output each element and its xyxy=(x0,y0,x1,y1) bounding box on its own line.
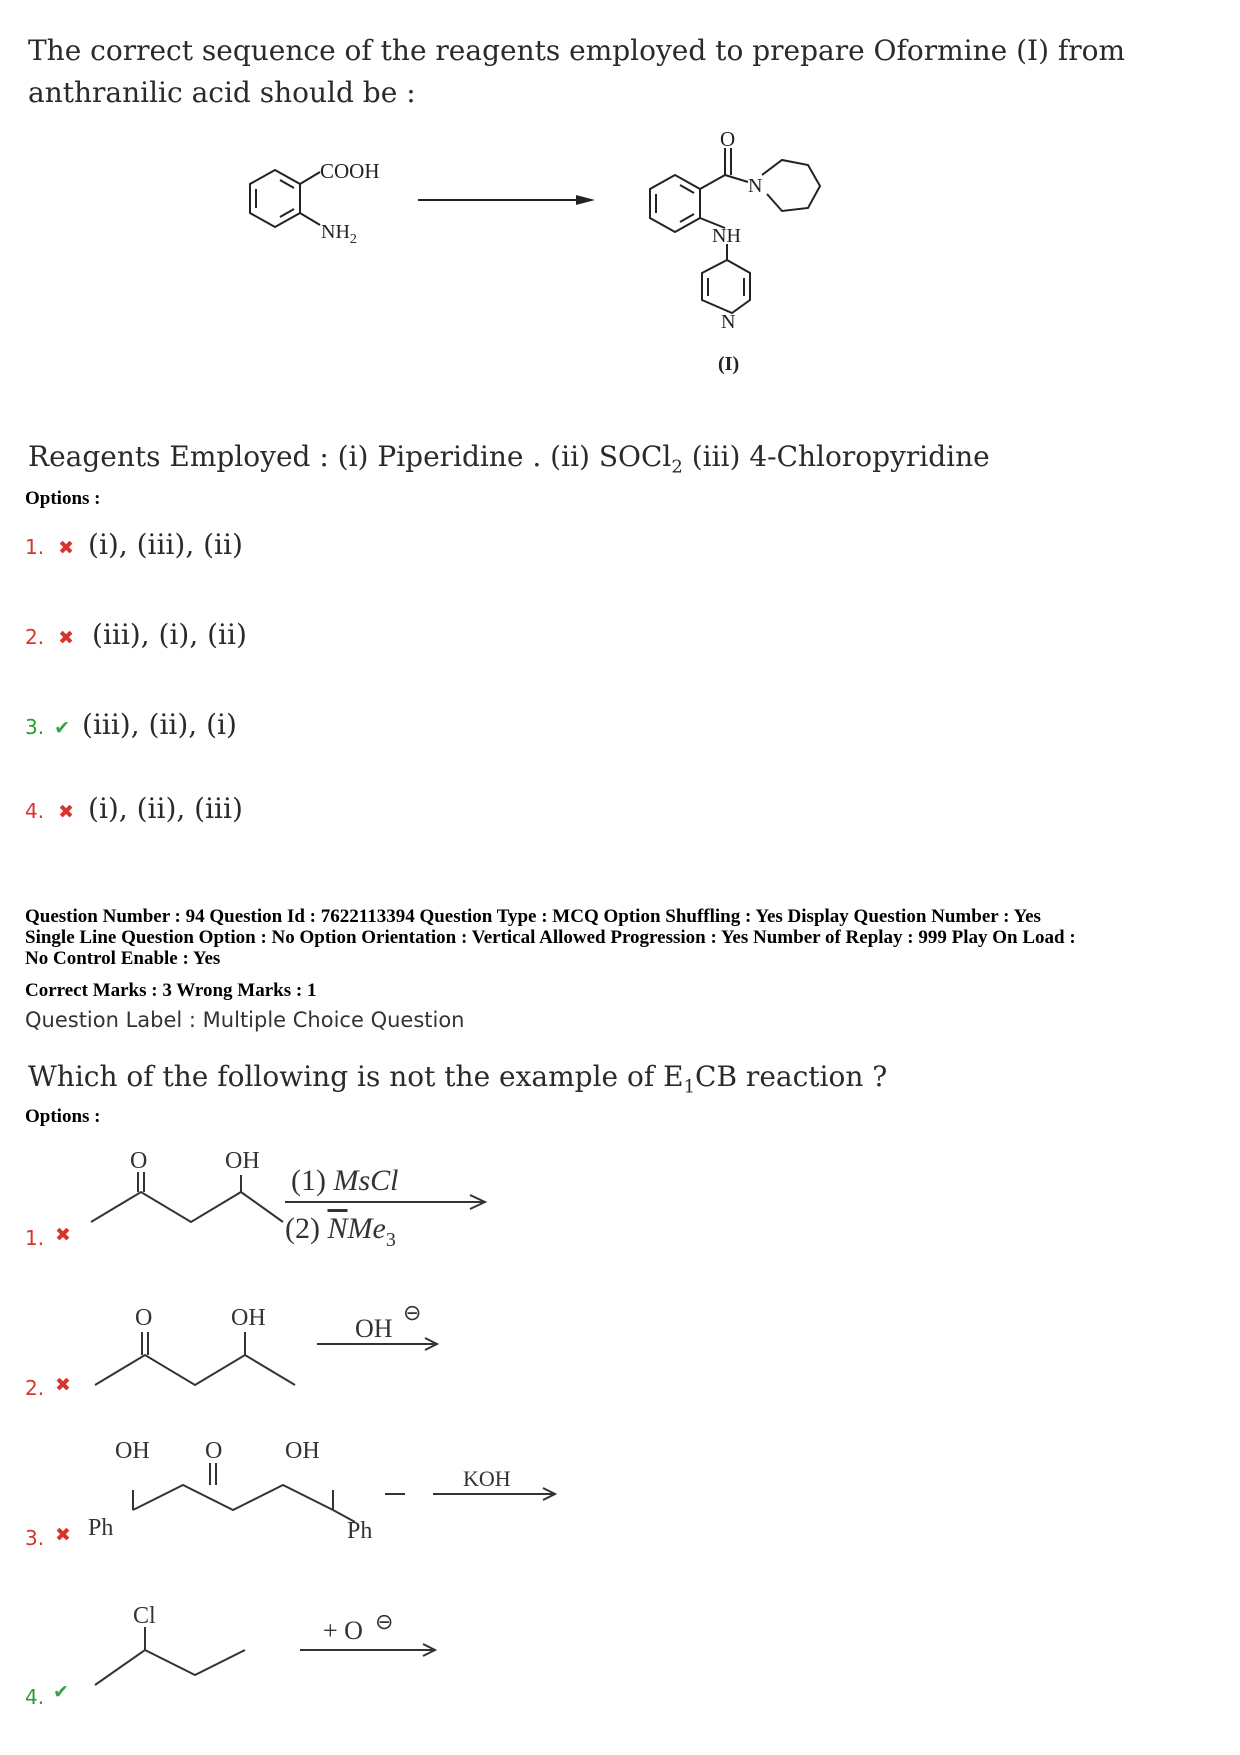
correct-mark-icon: ✔ xyxy=(54,717,71,739)
option-text: (i), (iii), (ii) xyxy=(88,528,243,561)
option-number: 4. xyxy=(25,1685,45,1709)
phenyl-2-label: Ph xyxy=(347,1518,373,1544)
q2-option-3[interactable] xyxy=(25,1430,625,1570)
nh2-label: $NH_2$ xyxy=(321,221,357,247)
nh-label: NH xyxy=(712,225,741,247)
option-text: (iii), (i), (ii) xyxy=(92,618,247,651)
q1-question-line1: The correct sequence of the reagents employed to prepare Oformine (I) from xyxy=(28,34,1126,67)
q2-question-label: Question Label : Multiple Choice Question xyxy=(25,1008,465,1032)
q2-question-text: Which of the following is not the example of $E_1CB$ reaction ? xyxy=(28,1060,888,1098)
reaction-arrow-icon xyxy=(576,195,595,205)
q2-option-4-structure xyxy=(85,1595,505,1715)
q1-question-line2: anthranilic acid should be : xyxy=(28,76,416,109)
reagent-1-label: (1) MsCl xyxy=(291,1164,399,1197)
wrong-mark-icon: ✖ xyxy=(55,1224,71,1246)
hydroxyl-label: OH xyxy=(231,1305,266,1331)
q1-option-4[interactable] xyxy=(25,792,243,825)
option-number: 2. xyxy=(25,1376,45,1400)
option-text: (i), (ii), (iii) xyxy=(88,792,243,825)
hydroxyl-label: OH xyxy=(225,1148,260,1174)
wrong-mark-icon: ✖ xyxy=(58,801,75,823)
q2-meta-line3: No Control Enable : Yes xyxy=(25,948,221,969)
q2-option-3-structure xyxy=(85,1430,605,1570)
chloro-label: Cl xyxy=(133,1603,156,1629)
phenyl-1-label: Ph xyxy=(88,1515,114,1541)
reagent-2-label: (2) NMe$_3$ xyxy=(285,1212,396,1251)
q2-marks: Correct Marks : 3 Wrong Marks : 1 xyxy=(25,980,317,1001)
option-number: 4. xyxy=(25,799,45,823)
negative-charge-icon: ⊖ xyxy=(375,1609,394,1634)
wrong-mark-icon: ✖ xyxy=(55,1374,71,1396)
q2-option-1[interactable] xyxy=(25,1140,625,1270)
q2-option-4[interactable] xyxy=(25,1595,625,1715)
option-text: (iii), (ii), (i) xyxy=(82,708,237,741)
q2-meta-line1: Question Number : 94 Question Id : 7622113394 Question Type : MCQ Option Shuffling : Yes Display Question Number : Yes xyxy=(25,906,1041,927)
compound-label: (I) xyxy=(718,353,740,375)
option-number: 1. xyxy=(25,1226,45,1250)
q1-reagents-line: Reagents Employed : (i) Piperidine . (ii) SOCl$_2$ (iii) 4-Chloropyridine xyxy=(28,440,990,478)
option-number: 2. xyxy=(25,625,45,649)
q2-options-heading: Options : xyxy=(25,1106,101,1127)
carbonyl-o-label: O xyxy=(205,1438,223,1464)
q2-option-2[interactable] xyxy=(25,1280,625,1410)
piperidine-n-label: N xyxy=(748,175,763,197)
q2-meta-block xyxy=(25,906,1225,969)
reagent-label: + O xyxy=(323,1616,363,1645)
q1-reaction-scheme xyxy=(230,120,930,390)
option-number: 3. xyxy=(25,715,45,739)
correct-mark-icon: ✔ xyxy=(53,1681,69,1703)
option-number: 3. xyxy=(25,1526,45,1550)
cooh-label: COOH xyxy=(320,159,380,183)
wrong-mark-icon: ✖ xyxy=(55,1524,71,1546)
option-number: 1. xyxy=(25,535,45,559)
q1-option-2[interactable] xyxy=(25,618,247,651)
reagent-label: KOH xyxy=(463,1466,511,1491)
carbonyl-o-label: O xyxy=(135,1305,153,1331)
reagent-label: OH xyxy=(355,1314,393,1343)
hydroxyl-2-label: OH xyxy=(285,1438,320,1464)
carbonyl-o-label: O xyxy=(130,1148,148,1174)
q1-option-3[interactable] xyxy=(25,708,237,741)
q1-options-heading: Options : xyxy=(25,488,101,509)
q2-option-1-structure xyxy=(85,1140,585,1270)
negative-charge-icon: ⊖ xyxy=(403,1300,422,1325)
wrong-mark-icon: ✖ xyxy=(58,537,75,559)
hydroxyl-1-label: OH xyxy=(115,1438,150,1464)
q1-question-text xyxy=(28,30,1208,114)
q2-option-2-structure xyxy=(85,1280,505,1410)
q1-option-1[interactable] xyxy=(25,528,243,561)
wrong-mark-icon: ✖ xyxy=(58,627,75,649)
pyridine-n-label: N xyxy=(721,311,736,333)
carbonyl-o-label: O xyxy=(720,127,736,151)
q2-meta-line2: Single Line Question Option : No Option Orientation : Vertical Allowed Progression : Yes Number of Replay : 999 Play On Load : xyxy=(25,927,1076,948)
